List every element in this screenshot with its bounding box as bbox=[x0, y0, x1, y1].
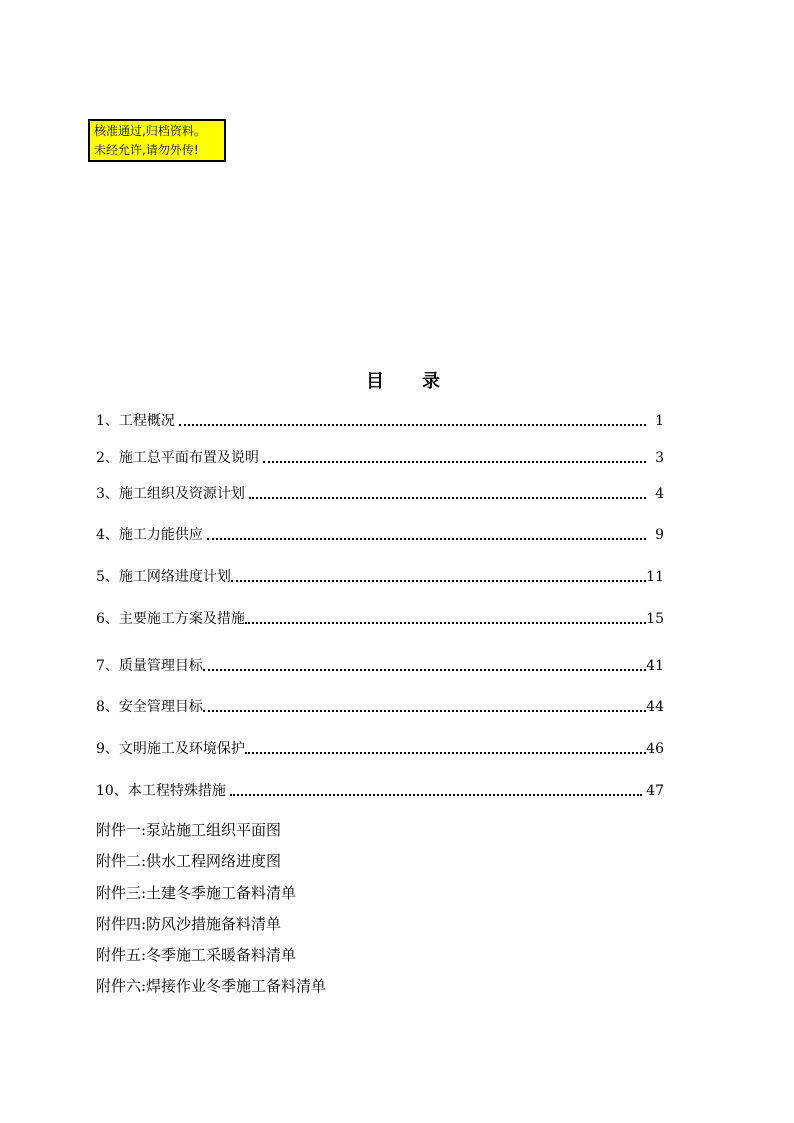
toc-entry[interactable] bbox=[96, 608, 664, 630]
toc-page-number: 44 bbox=[646, 699, 664, 715]
toc-entry[interactable] bbox=[96, 780, 664, 802]
toc-page-number: 41 bbox=[646, 658, 664, 674]
stamp-line-1: 核准通过,归档资料。 bbox=[94, 124, 206, 138]
appendix-item: 附件三:土建冬季施工备料清单 bbox=[96, 884, 297, 902]
toc-page-number: 15 bbox=[646, 611, 664, 627]
toc-title: 目录 bbox=[366, 371, 478, 392]
toc-entry[interactable] bbox=[96, 483, 664, 505]
toc-entry[interactable] bbox=[96, 696, 664, 718]
toc-leader-dots bbox=[203, 710, 646, 712]
toc-entry-label: 2、施工总平面布置及说明 bbox=[96, 450, 259, 466]
toc-page-number: 47 bbox=[646, 783, 664, 799]
toc-entry-label: 3、施工组织及资源计划 bbox=[96, 486, 245, 502]
appendix-item: 附件二:供水工程网络进度图 bbox=[96, 852, 282, 870]
appendix-item: 附件一:泵站施工组织平面图 bbox=[96, 821, 282, 839]
toc-page-number: 3 bbox=[655, 450, 664, 466]
toc-page-number: 11 bbox=[646, 569, 664, 585]
toc-entry[interactable] bbox=[96, 738, 664, 760]
toc-leader-dots bbox=[231, 580, 646, 582]
toc-leader-dots bbox=[245, 752, 646, 754]
toc-leader-dots bbox=[203, 669, 646, 671]
toc-leader-dots bbox=[207, 538, 646, 540]
appendix-item: 附件五:冬季施工采暖备料清单 bbox=[96, 946, 297, 964]
toc-entry-label: 10、本工程特殊措施 bbox=[96, 783, 226, 799]
appendix-item: 附件六:焊接作业冬季施工备料清单 bbox=[96, 977, 327, 995]
toc-page-number: 9 bbox=[655, 527, 664, 543]
confidential-stamp bbox=[88, 119, 226, 162]
toc-leader-dots bbox=[179, 424, 646, 426]
toc-leader-dots bbox=[245, 622, 646, 624]
toc-entry[interactable] bbox=[96, 655, 664, 677]
toc-entry-label: 7、质量管理目标 bbox=[96, 658, 203, 674]
toc-leader-dots bbox=[263, 461, 646, 463]
toc-entry-label: 6、主要施工方案及措施 bbox=[96, 611, 245, 627]
toc-leader-dots bbox=[230, 794, 642, 796]
toc-entry-label: 1、工程概况 bbox=[96, 413, 175, 429]
toc-entry[interactable] bbox=[96, 524, 664, 546]
toc-page-number: 1 bbox=[655, 413, 664, 429]
stamp-line-2: 未经允许,请勿外传! bbox=[94, 143, 199, 157]
toc-leader-dots bbox=[249, 497, 646, 499]
toc-entry[interactable] bbox=[96, 410, 664, 432]
toc-entry-label: 5、施工网络进度计划 bbox=[96, 569, 231, 585]
toc-entry[interactable] bbox=[96, 447, 664, 469]
toc-entry-label: 8、安全管理目标 bbox=[96, 699, 203, 715]
toc-entry[interactable] bbox=[96, 566, 664, 588]
toc-page-number: 4 bbox=[655, 486, 664, 502]
toc-entry-label: 9、文明施工及环境保护 bbox=[96, 741, 245, 757]
toc-entry-label: 4、施工力能供应 bbox=[96, 527, 203, 543]
appendix-item: 附件四:防风沙措施备料清单 bbox=[96, 915, 282, 933]
toc-page-number: 46 bbox=[646, 741, 664, 757]
